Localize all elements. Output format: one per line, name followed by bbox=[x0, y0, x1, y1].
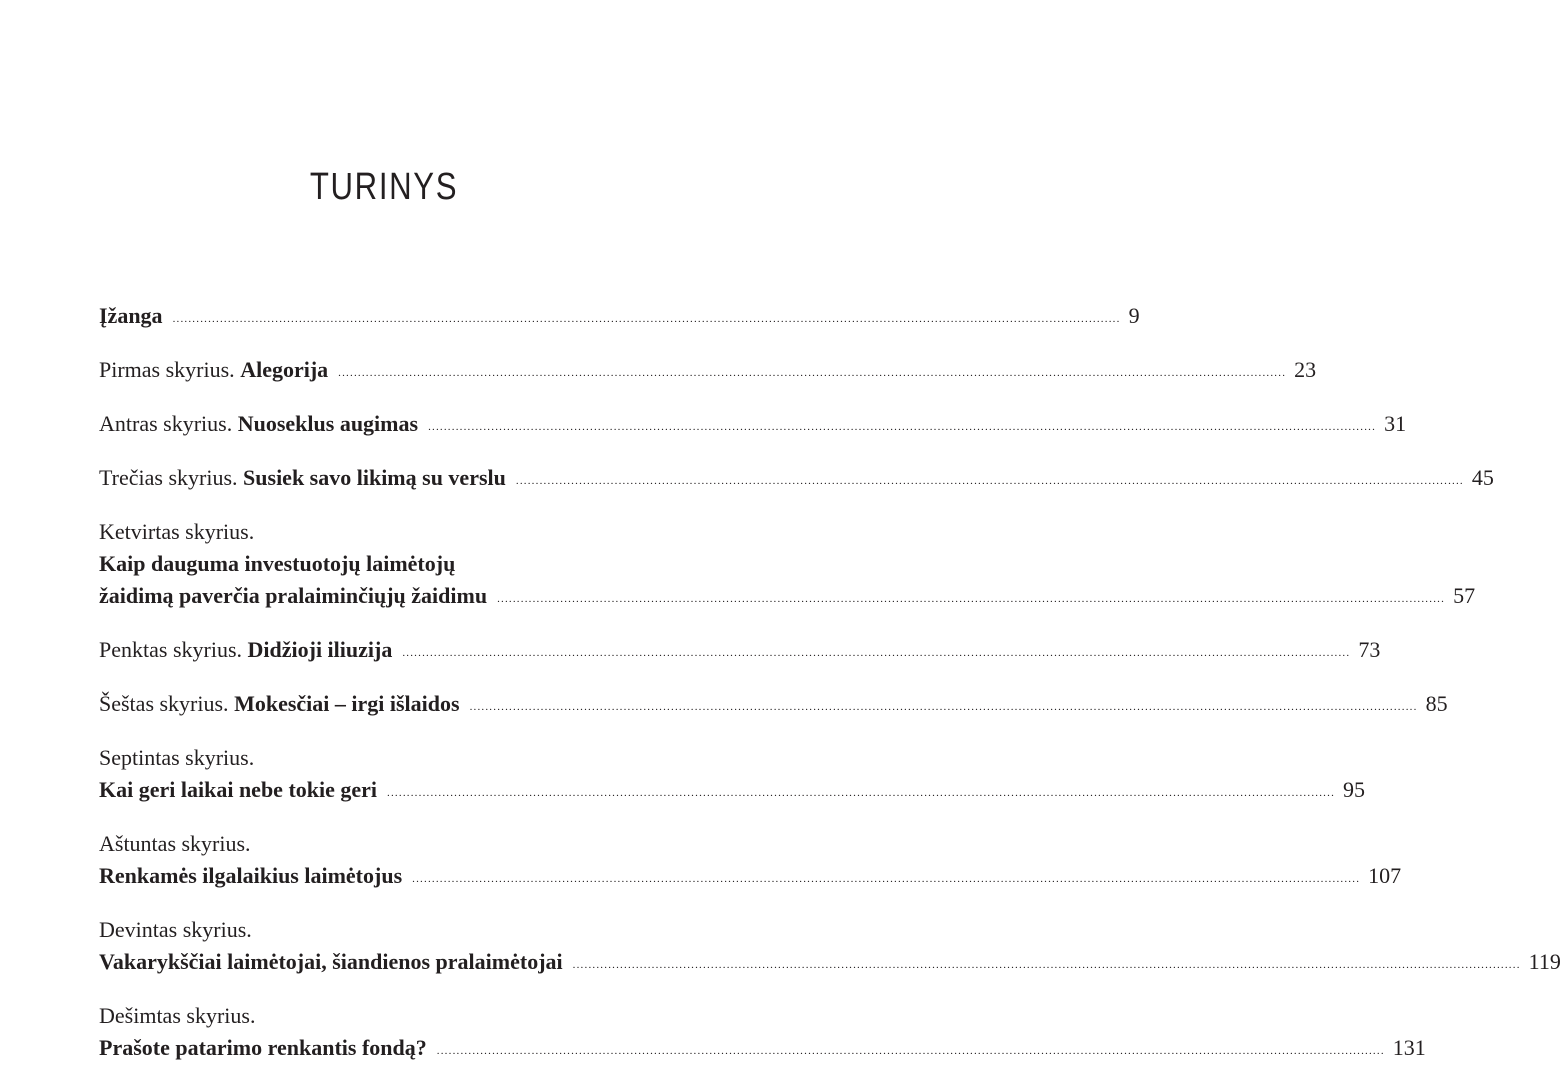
toc-entry-title: Nuoseklus augimas bbox=[237, 411, 419, 436]
toc-entry-title: Kai geri laikai nebe tokie geri bbox=[99, 777, 378, 802]
toc-entry-title: Susiek savo likimą su verslu bbox=[243, 465, 506, 490]
dot-leader: ................................................................................................................................................................................................................................................ bbox=[172, 313, 1121, 325]
toc-page-number: 73 bbox=[1358, 637, 1381, 662]
toc-chapter-label: Šeštas skyrius. bbox=[99, 691, 235, 716]
toc-entry[interactable] bbox=[99, 634, 1381, 670]
page-title: TURINYS bbox=[309, 166, 459, 208]
toc-page-number: 85 bbox=[1425, 691, 1448, 716]
dot-leader: ................................................................................................................................................................................................................................................ bbox=[412, 873, 1361, 885]
toc-entry-title: Didžioji iliuzija bbox=[247, 637, 393, 662]
toc-chapter-label: Aštuntas skyrius. bbox=[99, 831, 251, 856]
toc-entry[interactable] bbox=[99, 516, 1476, 616]
dot-leader: ................................................................................................................................................................................................................................................ bbox=[387, 787, 1336, 799]
toc-entry-title: Įžanga bbox=[99, 303, 163, 328]
dot-leader: ................................................................................................................................................................................................................................................ bbox=[572, 959, 1521, 971]
toc-entry[interactable] bbox=[99, 742, 1366, 810]
toc-page-number: 23 bbox=[1294, 357, 1317, 382]
toc-entry[interactable] bbox=[99, 828, 1402, 896]
toc-page-number: 131 bbox=[1392, 1035, 1426, 1060]
toc-chapter-label: Pirmas skyrius. bbox=[99, 357, 241, 382]
dot-leader: ................................................................................................................................................................................................................................................ bbox=[469, 701, 1418, 713]
toc-chapter-label: Antras skyrius. bbox=[99, 411, 238, 436]
toc-entry-title-line: Kaip dauguma investuotojų laimėtojų bbox=[99, 551, 456, 576]
table-of-contents bbox=[99, 300, 1561, 1086]
toc-entry-title: Prašote patarimo renkantis fondą? bbox=[99, 1035, 427, 1060]
toc-page-number: 57 bbox=[1453, 583, 1476, 608]
toc-entry[interactable] bbox=[99, 300, 1140, 336]
toc-page-number: 31 bbox=[1384, 411, 1407, 436]
toc-entry-title: Alegorija bbox=[240, 357, 329, 382]
toc-chapter-label: Devintas skyrius. bbox=[99, 917, 252, 942]
toc-entry-title: Renkamės ilgalaikius laimėtojus bbox=[99, 863, 403, 888]
toc-entry[interactable] bbox=[99, 1000, 1426, 1068]
toc-entry[interactable] bbox=[99, 914, 1561, 982]
toc-entry-title: žaidimą paverčia pralaiminčiųjų žaidimu bbox=[99, 583, 488, 608]
toc-entry-title: Vakarykščiai laimėtojai, šiandienos pralaimėtojai bbox=[99, 949, 563, 974]
toc-entry[interactable] bbox=[99, 408, 1407, 444]
dot-leader: ................................................................................................................................................................................................................................................ bbox=[402, 647, 1351, 659]
toc-entry[interactable] bbox=[99, 462, 1494, 498]
toc-entry[interactable] bbox=[99, 354, 1317, 390]
toc-chapter-label: Trečias skyrius. bbox=[99, 465, 244, 490]
toc-page-number: 107 bbox=[1368, 863, 1402, 888]
toc-page-number: 119 bbox=[1528, 949, 1561, 974]
dot-leader: ................................................................................................................................................................................................................................................ bbox=[497, 593, 1446, 605]
toc-page-number: 9 bbox=[1128, 303, 1140, 328]
toc-chapter-label: Septintas skyrius. bbox=[99, 745, 255, 770]
dot-leader: ................................................................................................................................................................................................................................................ bbox=[436, 1045, 1385, 1057]
toc-chapter-label: Penktas skyrius. bbox=[99, 637, 248, 662]
toc-page-number: 95 bbox=[1343, 777, 1366, 802]
toc-chapter-label: Dešimtas skyrius. bbox=[99, 1003, 256, 1028]
dot-leader: ................................................................................................................................................................................................................................................ bbox=[515, 475, 1464, 487]
dot-leader: ................................................................................................................................................................................................................................................ bbox=[428, 421, 1377, 433]
toc-entry[interactable] bbox=[99, 688, 1448, 724]
dot-leader: ................................................................................................................................................................................................................................................ bbox=[338, 367, 1287, 379]
toc-page-number: 45 bbox=[1471, 465, 1494, 490]
toc-entry-title: Mokesčiai – irgi išlaidos bbox=[234, 691, 460, 716]
toc-chapter-label: Ketvirtas skyrius. bbox=[99, 519, 255, 544]
